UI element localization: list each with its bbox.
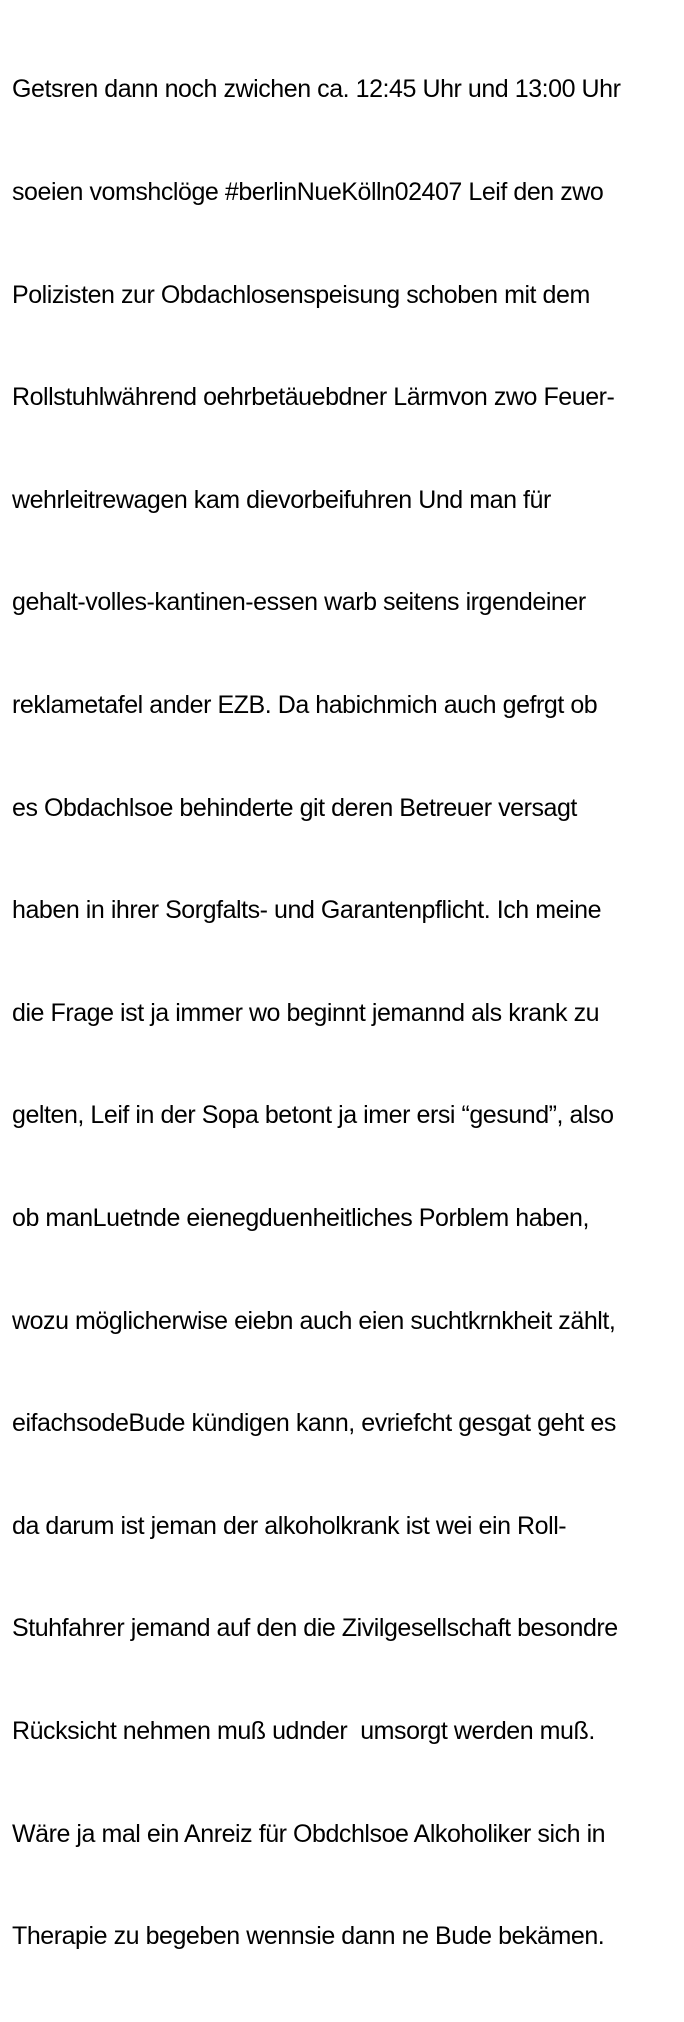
text-line-10: die Frage ist ja immer wo beginnt jemannd als krank zu [12, 998, 600, 1027]
text-line-15: da darum ist jeman der alkoholkrank ist wei ein Roll- [12, 1511, 567, 1540]
text-line-9: haben in ihrer Sorgfalts- und Garantenpflicht. Ich meine [12, 896, 602, 925]
text-line-1: Getsren dann noch zwichen ca. 12:45 Uhr und 13:00 Uhr [12, 75, 621, 104]
text-line-8: es Obdachlsoe behinderte git deren Betreuer versagt [12, 793, 577, 822]
text-line-11: gelten, Leif in der Sopa betont ja imer ersi “gesund”, also [12, 1101, 614, 1130]
text-line-12: ob manLuetnde eienegduenheitliches Porblem haben, [12, 1203, 590, 1232]
text-line-14: eifachsodeBude kündigen kann, evriefcht gesgat geht es [12, 1409, 616, 1438]
text-line-7: reklametafel ander EZB. Da habichmich auch gefrgt ob [12, 690, 598, 719]
text-line-6: gehalt-volles-kantinen-essen warb seitens irgendeiner [12, 588, 586, 617]
text-line-19: Therapie zu begeben wennsie dann ne Bude bekämen. [12, 1922, 605, 1951]
text-line-5: wehrleitrewagen kam dievorbeifuhren Und man für [12, 485, 551, 514]
text-line-4: Rollstuhlwährend oehrbetäuebdner Lärmvon zwo Feuer- [12, 383, 615, 412]
text-line-18: Wäre ja mal ein Anreiz für Obdchlsoe Alkoholiker sich in [12, 1819, 606, 1848]
document-text [12, 4, 680, 2022]
text-line-13: wozu möglicherwise eiebn auch eien suchtkrnkheit zählt, [12, 1306, 616, 1335]
text-line-2: soeien vomshclöge #berlinNueKölln02407 Leif den zwo [12, 178, 604, 206]
text-line-17: Rücksicht nehmen muß udnder umsorgt werden muß. [12, 1716, 595, 1745]
text-line-16: Stuhfahrer jemand auf den die Zivilgesellschaft besondre [12, 1614, 618, 1643]
text-line-3: Polizisten zur Obdachlosenspeisung schoben mit dem [12, 280, 590, 309]
